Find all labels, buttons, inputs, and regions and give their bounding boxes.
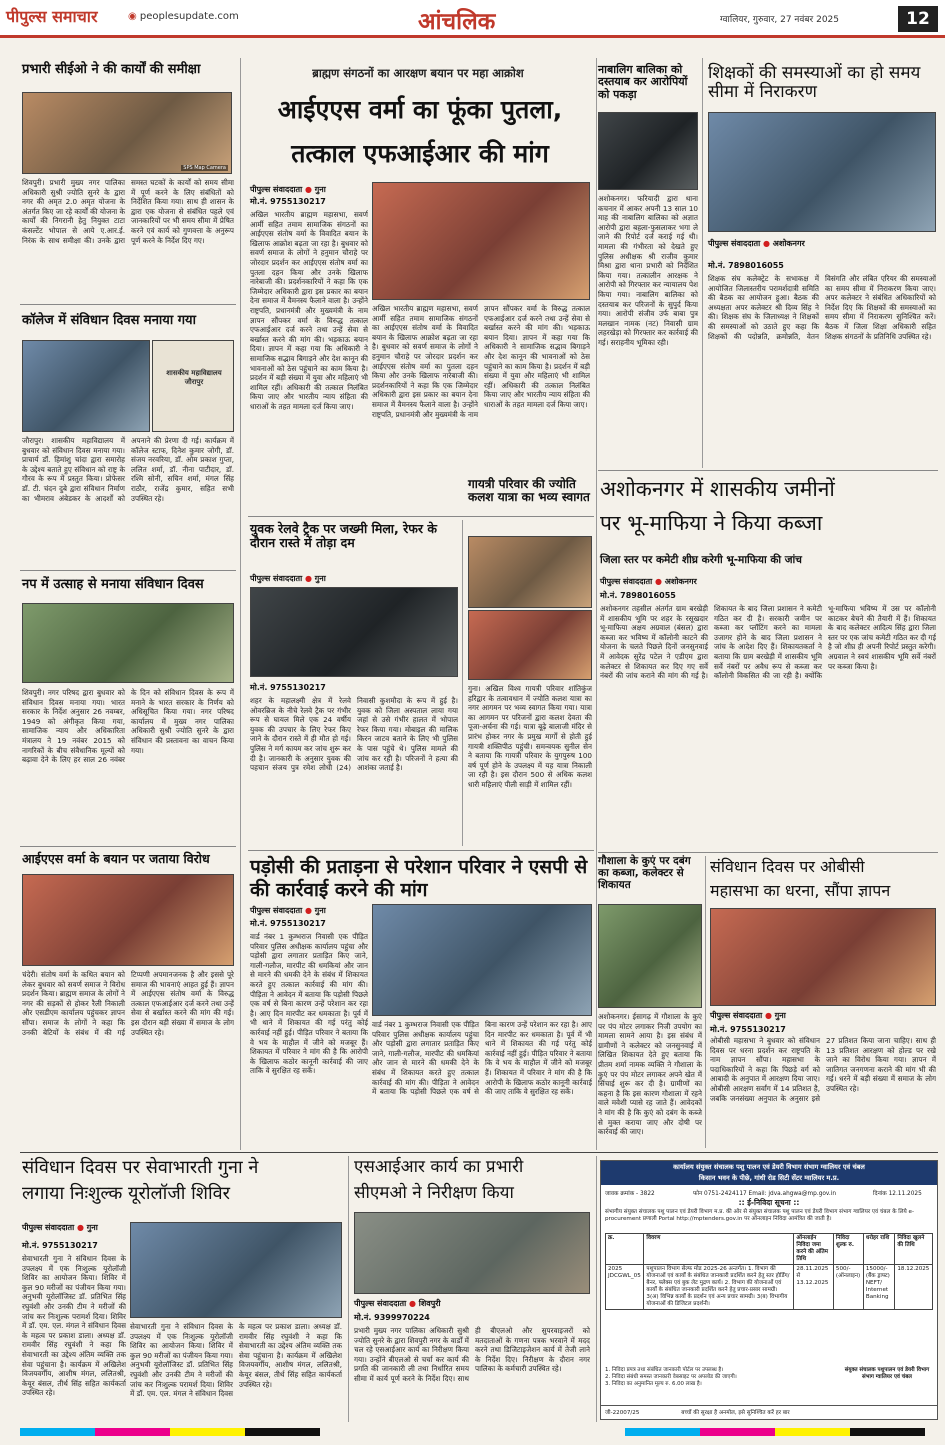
a4-headline: आईएएस वर्मा के बयान पर जताया विरोध bbox=[22, 851, 210, 866]
bullet-icon: ● bbox=[408, 1299, 416, 1308]
masthead bbox=[0, 0, 945, 38]
a1-headline: प्रभारी सीईओ ने की कार्यों की समीक्षा bbox=[22, 62, 201, 77]
byline-name: पीपुल्स संवाददाता bbox=[250, 185, 303, 194]
column-rule bbox=[240, 58, 241, 1150]
a12-photo bbox=[598, 904, 702, 1008]
a2-photo-2 bbox=[152, 340, 234, 432]
a13-byline bbox=[710, 1010, 786, 1021]
lead-kicker: ब्राह्मण संगठनों का आरक्षण बयान पर महा आक्रोश bbox=[312, 66, 524, 80]
tender-signature: संयुक्त संचालक पशुपालन एवं डेयरी विभाग संभाग ग्वालियर एवं चंबल bbox=[844, 1367, 930, 1380]
byline-name: पीपुल्स संवाददाता bbox=[710, 1011, 763, 1020]
a2-body: जौरापुर। शासकीय महाविद्यालय में बुधवार को संविधान दिवस मनाया गया। प्राचार्य डॉ. हिमांशु चांदा द्वारा समारोह के उद्देश्य बताते हुए संविधान को राष्ट्र के गौरव के रूप में प्रस्तुत किया। प्रोफेसर डॉ. टी. चंदन दुबे द्वारा संविधान निर्माण का भीमराव अंबेडकर के आदर्शों को अपनाने की प्रेरणा दी गई। कार्यक्रम में कॉलेज स्टाफ, दिनेश कुमार जोगी, डॉ. संजय नरवरिया, डॉ. ओम प्रकाश गुप्ता, ललित शर्मा, डॉ. नीना पाटीदार, डॉ. रश्मि सोनी, सचिन शर्मा, मंगल सिंह राठौर, राजेंद्र कुमार, सहित सभी उपस्थित रहे। bbox=[22, 436, 234, 503]
a10-headline: शिक्षकों की समस्याओं का हो समय सीमा में निराकरण bbox=[708, 63, 921, 103]
color-registration-bar bbox=[20, 1428, 320, 1436]
a15-body: प्रभारी मुख्य नगर पालिका अधिकारी सुश्री ज्योति सुनरे के द्वारा शिवपुरी नगर के वार्डों में चल रहे एसआईआर कार्य का निरीक्षण किया गया। उन्होंने बीएलओ से चर्चा कर कार्य की प्रगति की जानकारी ली तथा निर्धारित समय सीमा में कार्य पूर्ण करने के निर्देश दिए। साथ ही बीएलओ और सुपरवाइजरों को मतदाताओं के गणना पत्रक भरवाने में मदद करने तथा डिजिटाइजेशन कार्य में तेजी लाने के निर्देश दिए। निरीक्षण के दौरान नगर पालिका के कर्मचारी उपस्थित रहे। bbox=[354, 1326, 590, 1383]
bullet-icon: ● bbox=[304, 574, 312, 583]
a14-body-left: सेवाभारती गुना ने संविधान दिवस के उपलक्ष्य में एक निःशुल्क यूरोलॉजी शिविर का आयोजन किया। शिविर में कुल 90 मरीजों का पंजीयन किया गया। अनुभवी यूरोलॉजिस्ट डॉ. प्रतिभित सिंह रघुवंशी और उनकी टीम ने मरीजों की जांच कर निःशुल्क परामर्श दिया। शिविर में डॉ. एम. एल. मंगल ने संविधान दिवस के महत्व पर प्रकाश डाला। अध्यक्ष डॉ. रामवीर सिंह रघुवंशी ने कहा कि सेवाभारती का उद्देश्य अंतिम व्यक्ति तक सेवा पहुंचाना है। कार्यक्रम में अखिलेश विजयवर्गीय, आशीष मंगल, ललितश्री, केयूर बंसल, तीर्थ सिंह सहित कार्यकर्ता उपस्थित रहे। bbox=[22, 1254, 126, 1398]
a9-photo bbox=[598, 112, 698, 190]
a15-mobile: मो.नं. 9399970224 bbox=[354, 1313, 430, 1322]
bullet-icon: ● bbox=[304, 906, 312, 915]
globe-icon: ◉ bbox=[128, 11, 140, 22]
a8-mobile: मो.नं. 9755130217 bbox=[250, 919, 326, 928]
byline-name: पीपुल्स संवाददाता bbox=[250, 574, 303, 583]
a9-headline: नाबालिग बालिका को दस्तयाब कर आरोपियों को पकड़ा bbox=[598, 63, 688, 101]
a14-headline-line1: संविधान दिवस पर सेवाभारती गुना ने bbox=[22, 1157, 259, 1178]
lead-headline-line1: आईएएस वर्मा का फूंका पुतला, bbox=[277, 95, 563, 124]
a7-body: गुना। अखिल विश्व गायत्री परिवार शांतिकुंज हरिद्वार के तत्वावधान में ज्योति कलश यात्रा का नगर आगमन पर भव्य स्वागत किया गया। यात्रा का आगमन पर परिजनों द्वारा कलश देवता की पूजा-अर्चना की गई। यात्रा बूढ़े बालाजी मंदिर से प्रारंभ होकर नगर के प्रमुख मार्गों से होती हुई गायत्री शक्तिपीठ पहुंची। समन्वयक सुनील सेन ने बताया कि गायत्री परिवार के युगपुरुष 100 वर्ष पूर्ण होने के उपलक्ष्य में यह यात्रा निकाली जा रही है। इस दौरान 500 से अधिक कलश धारी महिलाएं पीली साड़ी में शामिल रहीं। bbox=[468, 684, 592, 789]
byline-place: गुना bbox=[314, 574, 326, 583]
byline-place: शिवपुरी bbox=[418, 1299, 441, 1308]
logo bbox=[6, 5, 126, 31]
divider bbox=[20, 1152, 938, 1153]
a13-headline-line2: महासभा का धरना, सौंपा ज्ञापन bbox=[710, 881, 891, 900]
a6-mobile: मो.नं. 9755130217 bbox=[250, 683, 326, 692]
tender-phone: फोन 0751-2424117 Email: jdva.ahgwa@mp.gov.in bbox=[693, 1191, 837, 1197]
tender-header-row bbox=[606, 1234, 933, 1265]
a4-body: चंदेरी। संतोष वर्मा के कथित बयान को लेकर बुधवार को सवर्ण समाज ने विरोध प्रदर्शन किया। ब्राह्मण समाज के लोगों ने नगर की सड़कों से होकर रैली निकाली और एसडीएम कार्यालय पहुंचकर ज्ञापन सौंपा। समाज के लोगों ने कहा कि उनकी बेटियों के संबंध में की गई टिप्पणी अपमानजनक है और इससे पूरे समाज की भावनाएं आहत हुई हैं। ज्ञापन में आईएएस संतोष वर्मा के विरुद्ध तत्काल एफआईआर दर्ज करने तथा उन्हें सेवा से बर्खास्त करने की मांग की गई। इस दौरान बड़ी संख्या में समाज के लोग उपस्थित रहे। bbox=[22, 970, 234, 1037]
a14-byline bbox=[22, 1222, 98, 1233]
tender-title-line1: कार्यालय संयुक्त संचालक पशु पालन एवं डेयरी विभाग संभाग ग्वालियर एवं चंबल bbox=[673, 1163, 865, 1171]
a6-body: शहर के महालक्ष्मी क्षेत्र में रेलवे ओवरब्रिज के नीचे रेलवे ट्रैक पर गंभीर रूप से घायल मिले एक 24 वर्षीय युवक की उपचार के लिए रेफर किए जाने के दौरान रास्ते में ही मौत हो गई। पुलिस ने मर्ग कायम कर जांच शुरू कर दी है। जानकारी के अनुसार युवक की पहचान संजय पुत्र रमेश लोधी (24) निवासी कुशमौदा के रूप में हुई है। युवक को जिला अस्पताल लाया गया जहां से उसे गंभीर हालत में भोपाल रेफर किया गया। मोबाइल की मालिक किरन जाटव बताने के लिए भी पुलिस के पास पहुंचे थे। पुलिस मामले की जांच कर रही है। परिजनों ने हत्या की आशंका जताई है। bbox=[250, 696, 458, 773]
lead-body-left: अखिल भारतीय ब्राह्मण महासभा, सवर्ण आर्मी सहित तमाम सामाजिक संगठनों का आईएएस संतोष वर्मा के विवादित बयान के खिलाफ आक्रोश बढ़ता जा रहा है। बुधवार को सवर्ण समाज के लोगों ने हनुमान चौराहे पर जोरदार प्रदर्शन कर आईएएस संतोष वर्मा का पुतला दहन किया और उनके खिलाफ नारेबाजी की। प्रदर्शनकारियों ने कहा कि एक जिम्मेदार अधिकारी द्वारा इस प्रकार का बयान देना समाज में वैमनस्य फैलाने वाला है। उन्होंने राष्ट्रपति, प्रधानमंत्री और मुख्यमंत्री के नाम ज्ञापन सौंपकर वर्मा के विरुद्ध तत्काल एफआईआर दर्ज करने तथा उन्हें सेवा से बर्खास्त करने की मांग की। भड़काऊ बयान दिया। ज्ञापन में कहा गया कि अधिकारी ने सामाजिक सद्भाव बिगाड़ने और देश कानून की भावनाओं को ठेस पहुंचाने का काम किया है। प्रदर्शन में बड़ी संख्या में युवा और महिलाएं भी शामिल रहीं। अधिकारी की तत्काल निलंबित किया जाए और भारतीय न्याय संहिता की धाराओं के तहत मामला दर्ज किया जाए। bbox=[250, 210, 368, 411]
column-rule bbox=[705, 856, 706, 1148]
column-rule bbox=[702, 58, 703, 468]
a1-body: शिवपुरी। प्रभारी मुख्य नगर पालिका अधिकारी सुश्री ज्योति सुनरे के द्वारा नगर की अमृत 2.0 अमृत योजना के अंतर्गत किए जा रहे कार्यों की योजना के कार्यों की निगरानी हेतु नियुक्त टाटा कंसल्टेंट भोपाल से आये ए.आर.ई. निरंक के साथ समीक्षा की। उनके द्वारा समस्त घटकों के कार्यों को समय सीमा में पूर्ण करने के लिए संबंधितों को निर्देशित किया गया। साथ ही शासन के द्वारा एक योजना से संबंधित पहले एवं जानकारियों पर भी समय सीमा में प्रेषित करने एवं कार्य को गुणवत्ता के अनुरूप पूर्ण करने के निर्देश दिए गए। bbox=[22, 178, 234, 245]
tender-footer bbox=[601, 1405, 937, 1419]
a10-body: शिक्षक संघ कलेक्ट्रेट के सभाकक्ष में आयोजित जिलास्तरीय परामर्शदात्री समिति की बैठक का आयोजन हुआ। बैठक की अध्यक्षता अपर कलेक्टर श्री दिव्य सिंह ने की। शिक्षक संघ के जिलाध्यक्ष ने शिक्षकों की समस्याओं को उठाते हुए कहा कि शिक्षकों की पदोन्नति, क्रमोन्नति, वेतन विसंगति और लंबित एरियर की समस्याओं का समय सीमा में निराकरण किया जाए। अपर कलेक्टर ने संबंधित अधिकारियों को निर्देश दिए कि शिक्षकों की समस्याओं का समय सीमा में निराकरण सुनिश्चित करें। बैठक में जिला शिक्षा अधिकारी सहित शिक्षक संगठनों के प्रतिनिधि उपस्थित रहे। bbox=[708, 274, 936, 341]
tender-cell: 2025 JDCGWL_05 bbox=[606, 1265, 644, 1310]
a14-body-right: सेवाभारती गुना ने संविधान दिवस के उपलक्ष्य में एक निःशुल्क यूरोलॉजी शिविर का आयोजन किया। शिविर में कुल 90 मरीजों का पंजीयन किया गया। अनुभवी यूरोलॉजिस्ट डॉ. प्रतिभित सिंह रघुवंशी और उनकी टीम ने मरीजों की जांच कर निःशुल्क परामर्श दिया। शिविर में डॉ. एम. एल. मंगल ने संविधान दिवस के महत्व पर प्रकाश डाला। अध्यक्ष डॉ. रामवीर सिंह रघुवंशी ने कहा कि सेवाभारती का उद्देश्य अंतिम व्यक्ति तक सेवा पहुंचाना है। कार्यक्रम में अखिलेश विजयवर्गीय, आशीष मंगल, ललितश्री, केयूर बंसल, तीर्थ सिंह सहित कार्यकर्ता उपस्थित रहे। bbox=[130, 1322, 342, 1399]
tender-notes bbox=[605, 1367, 835, 1388]
url-text: peoplesupdate.com bbox=[139, 11, 239, 22]
bullet-icon: ● bbox=[762, 239, 770, 248]
divider bbox=[20, 570, 236, 571]
byline-name: पीपुल्स संवाददाता bbox=[354, 1299, 407, 1308]
a14-mobile: मो.नं. 9755130217 bbox=[22, 1241, 98, 1250]
byline-place: अशोकनगर bbox=[664, 577, 697, 586]
a10-photo bbox=[708, 112, 936, 232]
a11-headline-line2: पर भू-माफिया ने किया कब्जा bbox=[600, 511, 823, 535]
a10-mobile: मो.नं. 7898016055 bbox=[708, 261, 784, 270]
byline-name: पीपुल्स संवाददाता bbox=[250, 906, 303, 915]
a2-photo-1 bbox=[22, 340, 150, 432]
a13-headline-line1: संविधान दिवस पर ओबीसी bbox=[710, 857, 865, 876]
tender-title-line2: किसान भवन के पीछे, गांधी रोड सिटी सेंटर ग्वालियर म.प्र. bbox=[698, 1174, 840, 1182]
lead-byline bbox=[250, 184, 326, 195]
tender-note: 1. निविदा प्रपत्र तथा संबंधित जानकारी पोर्टल पर उपलब्ध है। bbox=[605, 1367, 724, 1373]
tender-note: 2. निविदा संबंधी समस्त जानकारी वेबसाइट पर अपलोड की जाएगी। bbox=[605, 1374, 737, 1380]
byline-place: गुना bbox=[86, 1223, 98, 1232]
a8-photo bbox=[372, 904, 592, 1016]
column-rule bbox=[462, 520, 463, 846]
a13-mobile: मो.नं. 9755130217 bbox=[710, 1025, 786, 1034]
a3-headline: नप में उत्साह से मनाया संविधान दिवस bbox=[22, 577, 204, 592]
tender-cell: 500/- (ऑनलाइन) bbox=[833, 1265, 863, 1310]
a8-headline: पड़ोसी की प्रताड़ना से परेशान परिवार ने एसपी से की कार्रवाई करने की मांग bbox=[250, 856, 588, 901]
a14-photo bbox=[130, 1222, 342, 1318]
lead-mobile: मो.नं. 9755130217 bbox=[250, 197, 326, 206]
tender-header-cell: निविदा शुल्क रु. bbox=[833, 1234, 863, 1265]
byline-name: पीपुल्स संवाददाता bbox=[600, 577, 653, 586]
site-url[interactable] bbox=[128, 11, 239, 22]
tender-cell: 15000/- (बैंक ड्राफ्ट) NEFT/ Internet Banking bbox=[863, 1265, 894, 1310]
tender-row bbox=[606, 1265, 933, 1310]
a2-photo-caption: शासकीय महाविद्यालय जौरापुर bbox=[166, 369, 222, 386]
a8-body-left: वार्ड नंबर 1 कुम्भराज निवासी एक पीड़ित परिवार पुलिस अधीक्षक कार्यालय पहुंचा और पड़ोसी द्वारा लगातार प्रताड़ित किए जाने, गाली-गलौज, मारपीट की धमकियां और जान से मारने की धमकी देने के संबंध में शिकायत करते हुए तत्काल कार्रवाई की मांग की। पीड़िता ने आवेदन में बताया कि पड़ोसी पिछले एक वर्ष से बिना कारण उन्हें परेशान कर रहा है। आए दिन मारपीट कर धमकाता है। पूर्व में भी थाने में शिकायत की गई परंतु कोई कार्रवाई नहीं हुई। पीड़ित परिवार ने बताया कि वे भय के माहौल में जीने को मजबूर हैं। शिकायत में परिवार ने मांग की है कि आरोपी के खिलाफ कठोर कानूनी कार्रवाई की जाए ताकि वे सुरक्षित रह सकें। bbox=[250, 932, 368, 1076]
tender-footer-slogan: बच्चों की सुरक्षा है अनमोल, इसे सुनिश्चित करें हर बार bbox=[681, 1410, 790, 1416]
a6-headline: युवक रेलवे ट्रैक पर जख्मी मिला, रेफर के दौरान रास्ते में तोड़ा दम bbox=[250, 521, 437, 550]
a10-byline bbox=[708, 238, 805, 249]
a11-headline-line1: अशोकनगर में शासकीय जमीनों bbox=[600, 477, 835, 501]
a15-headline-line1: एसआईआर कार्य का प्रभारी bbox=[354, 1157, 524, 1177]
a9-body: अशोकनगर। फरियादी द्वारा थाना कचनार में आकर अपनी 13 साल 10 माह की नाबालिग बालिका को अज्ञात आरोपी द्वारा बहला-फुसलाकर भगा ले जाने की रिपोर्ट दर्ज कराई गई थी। मामला की गंभीरता को देखते हुए पुलिस अधीक्षक श्री राजीव कुमार मिश्रा द्वारा थाना प्रभारी को निर्देशित किया गया। तत्कालीन आरक्षक ने आरोपी को गिरफ्तार कर न्यायालय पेश किया गया। नाबालिग बालिका को दस्तयाब कर परिजनों के सुपुर्द किया गया। आरोपी संजीव उर्फ बाबा पुत्र मलखान नामक (नट) निवासी ग्राम लहरखेड़ा को गिरफ्तार कर कार्रवाई की गई। सराहनीय भूमिका रही। bbox=[598, 194, 698, 347]
column-rule bbox=[596, 1156, 597, 1422]
a14-headline-line2: लगाया निःशुल्क यूरोलॉजी शिविर bbox=[22, 1183, 231, 1204]
lead-headline-line2: तत्काल एफआईआर की मांग bbox=[291, 139, 549, 168]
a7-headline: गायत्री परिवार की ज्योति कलश यात्रा का भव्य स्वागत bbox=[468, 477, 590, 505]
tender-title-bar bbox=[601, 1161, 937, 1185]
divider bbox=[248, 850, 594, 851]
a7-photo-2 bbox=[468, 610, 592, 680]
byline-name: पीपुल्स संवाददाता bbox=[708, 239, 761, 248]
byline-place: गुना bbox=[314, 906, 326, 915]
section-title: आंचलिक bbox=[418, 9, 496, 35]
bullet-icon: ● bbox=[654, 577, 662, 586]
byline-place: गुना bbox=[774, 1011, 786, 1020]
a7-photo-1 bbox=[468, 536, 592, 608]
tender-note: 3. निविदा का अनुमानित मूल्य रु. 6.00 लाख है। bbox=[605, 1381, 702, 1387]
byline-place: अशोकनगर bbox=[772, 239, 805, 248]
lead-photo bbox=[372, 182, 590, 300]
a3-body: शिवपुरी। नगर परिषद द्वारा बुधवार को संविधान दिवस मनाया गया। भारत सरकार के निर्देश अनुसार 26 नवम्बर, 1949 को अंगीकृत किया गया, सामाजिक न्याय और अधिकारिता मंत्रालय ने 19 नवंबर 2015 को नागरिकों के बीच संवैधानिक मूल्यों को बढ़ावा देने के लिए हर साल 26 नवंबर के दिन को संविधान दिवस के रूप में मनाने के भारत सरकार के निर्णय को अधिसूचित किया गया। नगर परिषद कार्यालय में मुख्य नगर पालिका अधिकारी सुश्री ज्योति सुनरे के द्वारा संविधान की प्रस्तावना का वाचन किया गया। bbox=[22, 688, 234, 765]
a11-body: अशोकनगर तहसील अंतर्गत ग्राम बरखेड़ी में शासकीय भूमि पर शहर के रसूखदार भू-माफिया अक्षय अग्रवाल (बंसल) द्वारा कब्जा कर भविष्य में कॉलोनी काटने की योजना के चलते पिछले दिनों जनसुनवाई में आवेदक सुरेंद्र पटेल ने एडीएम द्वारा कलेक्टर से शिकायत कर दिए गए सर्वे नंबरों की जांच कराने की मांग की गई है। शिकायत के बाद जिला प्रशासन ने कमेटी गठित कर दी है। सरकारी जमीन पर कब्जा कर प्लॉटिंग करने का मामला उजागर होने के बाद जिला प्रशासन ने जांच के आदेश दिए हैं। शिकायतकर्ता ने बताया कि ग्राम बरखेड़ी में शासकीय भूमि सर्वे नंबरों पर अवैध रूप से कब्जा कर कॉलोनी विकसित की जा रही है। क्योंकि भू-माफिया भविष्य में उस पर कॉलोनी काटकर बेचने की तैयारी में हैं। शिकायत के बाद कलेक्टर आदित्य सिंह द्वारा जिला स्तर पर एक जांच कमेटी गठित कर दी गई है जो शीघ्र ही अपनी रिपोर्ट प्रस्तुत करेगी। अग्रवाल ने स्वयं शासकीय भूमि सर्वे नंबरों पर कब्जा किया है। bbox=[600, 604, 936, 681]
color-registration-bar bbox=[625, 1428, 925, 1436]
logo-text: पीपुल्स समाचार bbox=[6, 7, 98, 26]
tender-cell: 28.11.2025 से 13.12.2025 bbox=[794, 1265, 833, 1310]
tender-header-cell: ऑनलाईन निविदा जमा करने की अंतिम तिथि bbox=[794, 1234, 833, 1265]
a13-body: ओबीसी महासभा ने बुधवार को संविधान दिवस पर धरना प्रदर्शन कर राष्ट्रपति के नाम ज्ञापन सौंपा। महासभा के पदाधिकारियों ने कहा कि पिछड़े वर्ग को आबादी के अनुपात में आरक्षण दिया जाए। ओबीसी आरक्षण सर्वांग में 14 प्रतिशत है, जबकि जनसंख्या अनुपात के अनुसार इसे 27 प्रतिशत किया जाना चाहिए। साथ ही 13 प्रतिशत आरक्षण को होल्ड पर रखे जाने का विरोध किया गया। ज्ञापन में जातिगत जनगणना कराने की मांग भी की गई। धरने में बड़ी संख्या में समाज के लोग उपस्थित रहे। bbox=[710, 1036, 936, 1103]
column-rule bbox=[596, 58, 597, 1150]
a15-photo bbox=[354, 1212, 590, 1294]
a11-byline bbox=[600, 576, 697, 587]
divider bbox=[20, 304, 236, 305]
a8-byline bbox=[250, 905, 326, 916]
tender-table bbox=[605, 1233, 933, 1310]
a11-subhead: जिला स्तर पर कमेटी शीघ्र करेगी भू-माफिया की जांच bbox=[600, 554, 802, 566]
bullet-icon: ● bbox=[304, 185, 312, 194]
tender-notice bbox=[600, 1160, 938, 1420]
a6-photo bbox=[250, 587, 458, 677]
a3-photo bbox=[22, 603, 234, 683]
a8-body-right: वार्ड नंबर 1 कुम्भराज निवासी एक पीड़ित परिवार पुलिस अधीक्षक कार्यालय पहुंचा और पड़ोसी द्वारा लगातार प्रताड़ित किए जाने, गाली-गलौज, मारपीट की धमकियां और जान से मारने की धमकी देने के संबंध में शिकायत करते हुए तत्काल कार्रवाई की मांग की। पीड़िता ने आवेदन में बताया कि पड़ोसी पिछले एक वर्ष से बिना कारण उन्हें परेशान कर रहा है। आए दिन मारपीट कर धमकाता है। पूर्व में भी थाने में शिकायत की गई परंतु कोई कार्रवाई नहीं हुई। पीड़ित परिवार ने बताया कि वे भय के माहौल में जीने को मजबूर हैं। शिकायत में परिवार ने मांग की है कि आरोपी के खिलाफ कठोर कानूनी कार्रवाई की जाए ताकि वे सुरक्षित रह सकें। bbox=[372, 1020, 592, 1097]
a1-photo bbox=[22, 92, 232, 174]
page-number: 12 bbox=[898, 6, 938, 32]
tender-intro: संभागीय संयुक्त संचालक पशु पालन एवं डेयरी विभाग म.प्र. की ओर से संयुक्त संचालक पशु पालन एवं डेयरी विभाग संभाग ग्वालियर एवं चंबल के लिये e-procurement प्रणाली Portal http://mptenders.gov.in पर ऑनलाइन निविदा आमंत्रित की जाती है। bbox=[605, 1209, 914, 1222]
tender-date: दिनांक 12.11.2025 bbox=[873, 1191, 922, 1197]
tender-header-cell: धरोहर राशि bbox=[863, 1234, 894, 1265]
tender-cell: पशुपालन विभाग सेल्फ मोड 2025-26 अन्तर्गत। 1. विभाग की योजनाओं एवं कार्यों के संबंधित जानकारी प्रदर्शित करने हेतु स्तर होर्डिंग/बैनर, फ्लेक्स एवं बुक लेट मुद्रण कार्य। 2. विभाग की योजनाओं एवं कार्यों के संबंधित जानकारी प्रदर्शित करने हेतु प्रचार-प्रसार सामग्री। 3(अ) विभिन्न कार्यों के प्रदर्शन एवं अन्य प्रचार सामग्री। 3(ब) विभागीय योजनाओं की डिजिटल प्रदर्शनी। bbox=[644, 1265, 794, 1310]
a2-headline: कॉलेज में संविधान दिवस मनाया गया bbox=[22, 313, 196, 328]
lead-body-right: अखिल भारतीय ब्राह्मण महासभा, सवर्ण आर्मी सहित तमाम सामाजिक संगठनों का आईएएस संतोष वर्मा के विवादित बयान के खिलाफ आक्रोश बढ़ता जा रहा है। बुधवार को सवर्ण समाज के लोगों ने हनुमान चौराहे पर जोरदार प्रदर्शन कर आईएएस संतोष वर्मा का पुतला दहन किया और उनके खिलाफ नारेबाजी की। प्रदर्शनकारियों ने कहा कि एक जिम्मेदार अधिकारी द्वारा इस प्रकार का बयान देना समाज में वैमनस्य फैलाने वाला है। उन्होंने राष्ट्रपति, प्रधानमंत्री और मुख्यमंत्री के नाम ज्ञापन सौंपकर वर्मा के विरुद्ध तत्काल एफआईआर दर्ज करने तथा उन्हें सेवा से बर्खास्त करने की मांग की। भड़काऊ बयान दिया। ज्ञापन में कहा गया कि अधिकारी ने सामाजिक सद्भाव बिगाड़ने और देश कानून की भावनाओं को ठेस पहुंचाने का काम किया है। प्रदर्शन में बड़ी संख्या में युवा और महिलाएं भी शामिल रहीं। अधिकारी की तत्काल निलंबित किया जाए और भारतीय न्याय संहिता की धाराओं के तहत मामला दर्ज किया जाए। bbox=[372, 304, 590, 419]
a15-headline-line2: सीएमओ ने निरीक्षण किया bbox=[354, 1183, 514, 1203]
divider bbox=[598, 470, 938, 471]
tender-ref: जावक क्रमांक - 3822 bbox=[605, 1191, 655, 1197]
divider bbox=[248, 516, 594, 517]
column-rule bbox=[348, 1156, 349, 1422]
tender-footer-code: जी-22007/25 bbox=[605, 1410, 640, 1416]
tender-header-cell: क्र. bbox=[606, 1234, 644, 1265]
divider bbox=[598, 852, 938, 853]
tender-cell: 18.12.2025 bbox=[895, 1265, 933, 1310]
a12-body: अशोकनगर। ईसागढ़ में गौशाला के कुएं पर पंप मोटर लगाकर निजी उपयोग का मामला सामने आया है। इस संबंध में ग्रामीणों ने कलेक्टर को जनसुनवाई में लिखित शिकायत देते हुए बताया कि प्रीतम शर्मा नामक व्यक्ति ने गौशाला के कुएं पर पंप मोटर लगाकर अपने खेत में सिंचाई शुरू कर दी है। ग्रामीणों का कहना है कि इस कारण गौशाला में रहने वाले मवेशी प्यासे रह जाते हैं। आवेदकों ने मांग की है कि कुएं को दबंग के कब्जे से मुक्त कराया जाए और दोषी पर कार्रवाई की जाए। bbox=[598, 1012, 702, 1137]
a1-photo-caption: SPS Map Camera bbox=[183, 165, 226, 171]
a6-byline bbox=[250, 573, 326, 584]
byline-name: पीपुल्स संवाददाता bbox=[22, 1223, 75, 1232]
byline-place: गुना bbox=[314, 185, 326, 194]
a4-photo bbox=[22, 874, 234, 966]
a12-headline: गौशाला के कुएं पर दबंग का कब्जा, कलेक्टर से शिकायत bbox=[598, 855, 691, 891]
dateline: ग्वालियर, गुरुवार, 27 नवंबर 2025 bbox=[720, 15, 840, 25]
a15-byline bbox=[354, 1298, 441, 1309]
tender-header-cell: विवरण bbox=[644, 1234, 794, 1265]
tender-notice-title: :: ई-निविदा सूचना :: bbox=[738, 1198, 800, 1207]
tender-header-cell: निविदा खुलने की तिथि bbox=[895, 1234, 933, 1265]
bullet-icon: ● bbox=[76, 1223, 84, 1232]
a13-photo bbox=[710, 908, 936, 1006]
divider bbox=[20, 846, 236, 847]
a11-mobile: मो.नं. 7898016055 bbox=[600, 591, 676, 600]
bullet-icon: ● bbox=[764, 1011, 772, 1020]
